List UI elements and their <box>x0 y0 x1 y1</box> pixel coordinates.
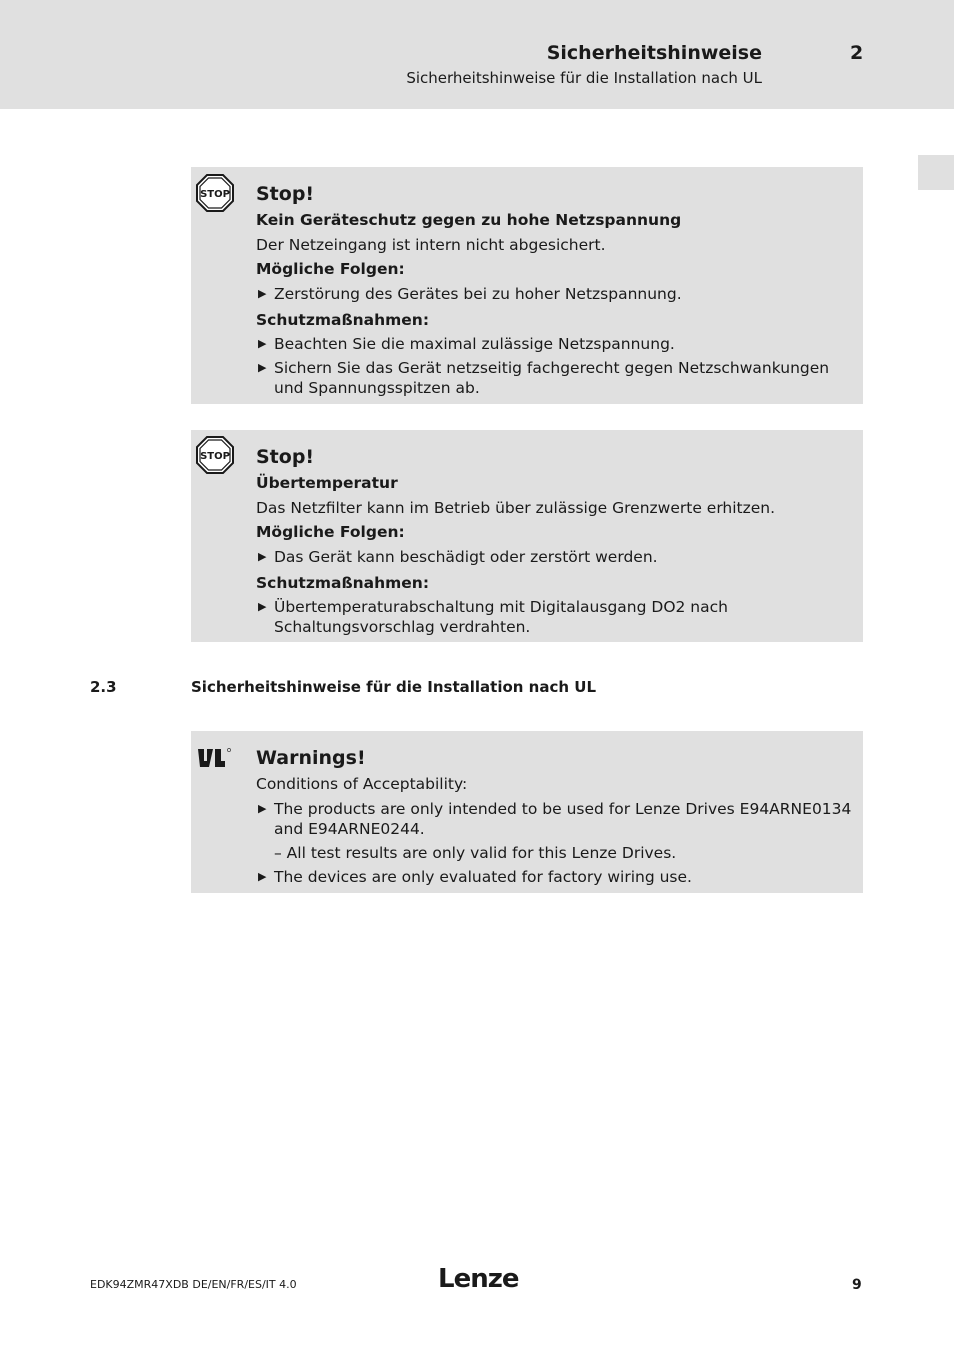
notice-heading: Stop! <box>256 446 315 468</box>
chapter-tab-marker <box>918 155 954 190</box>
chapter-number: 2 <box>850 42 864 64</box>
document-id: EDK94ZMR47XDB DE/EN/FR/ES/IT 4.0 <box>90 1278 297 1291</box>
measure-item: ▶ Beachten Sie die maximal zulässige Netzspannung. <box>256 334 856 354</box>
ul-mark-icon <box>196 747 234 769</box>
section-number: 2.3 <box>90 678 117 696</box>
section-title: Sicherheitshinweise für die Installation nach UL <box>191 678 597 696</box>
condition-item: ▶ The products are only intended to be used for Lenze Drives E94ARNE0134 and E94ARNE0244. <box>256 799 856 839</box>
consequences-label: Mögliche Folgen: <box>256 260 405 278</box>
chapter-title: Sicherheitshinweise <box>546 42 762 64</box>
consequence-item: ▶ Zerstörung des Gerätes bei zu hoher Netzspannung. <box>256 284 856 304</box>
conditions-intro: Conditions of Acceptability: <box>256 775 468 793</box>
notice-heading: Stop! <box>256 183 315 205</box>
condition-sub-item: – All test results are only valid for this Lenze Drives. <box>274 843 677 862</box>
measure-item: ▶ Übertemperaturabschaltung mit Digitalausgang DO2 nach Schaltungsvorschlag verdrahten. <box>256 597 856 637</box>
hazard-description: Das Netzfilter kann im Betrieb über zulässige Grenzwerte erhitzen. <box>256 498 776 517</box>
hazard-title: Kein Geräteschutz gegen zu hohe Netzspannung <box>256 211 682 229</box>
hazard-description: Der Netzeingang ist intern nicht abgesichert. <box>256 235 606 254</box>
measures-label: Schutzmaßnahmen: <box>256 573 430 592</box>
header-band <box>0 0 954 109</box>
measure-item: ▶ Sichern Sie das Gerät netzseitig fachgerecht gegen Netzschwankungen und Spannungsspitzen ab. <box>256 358 856 398</box>
consequence-item: ▶ Das Gerät kann beschädigt oder zerstört werden. <box>256 547 856 567</box>
stop-sign-icon <box>196 436 234 474</box>
hazard-title: Übertemperatur <box>256 474 398 492</box>
stop-notice-overvoltage <box>191 167 863 404</box>
measures-label: Schutzmaßnahmen: <box>256 310 430 329</box>
stop-notice-overtemperature <box>191 430 863 642</box>
stop-sign-icon <box>196 174 234 212</box>
section-subtitle: Sicherheitshinweise für die Installation nach UL <box>406 69 762 87</box>
ul-warnings-notice <box>191 731 863 893</box>
consequences-label: Mögliche Folgen: <box>256 523 405 541</box>
lenze-logo: Lenze <box>438 1264 519 1294</box>
page-number: 9 <box>852 1277 862 1293</box>
stop-sign-label: STOP <box>200 189 230 200</box>
stop-sign-label: STOP <box>200 451 230 462</box>
notice-heading: Warnings! <box>256 747 366 769</box>
condition-item: ▶ The devices are only evaluated for factory wiring use. <box>256 867 856 887</box>
